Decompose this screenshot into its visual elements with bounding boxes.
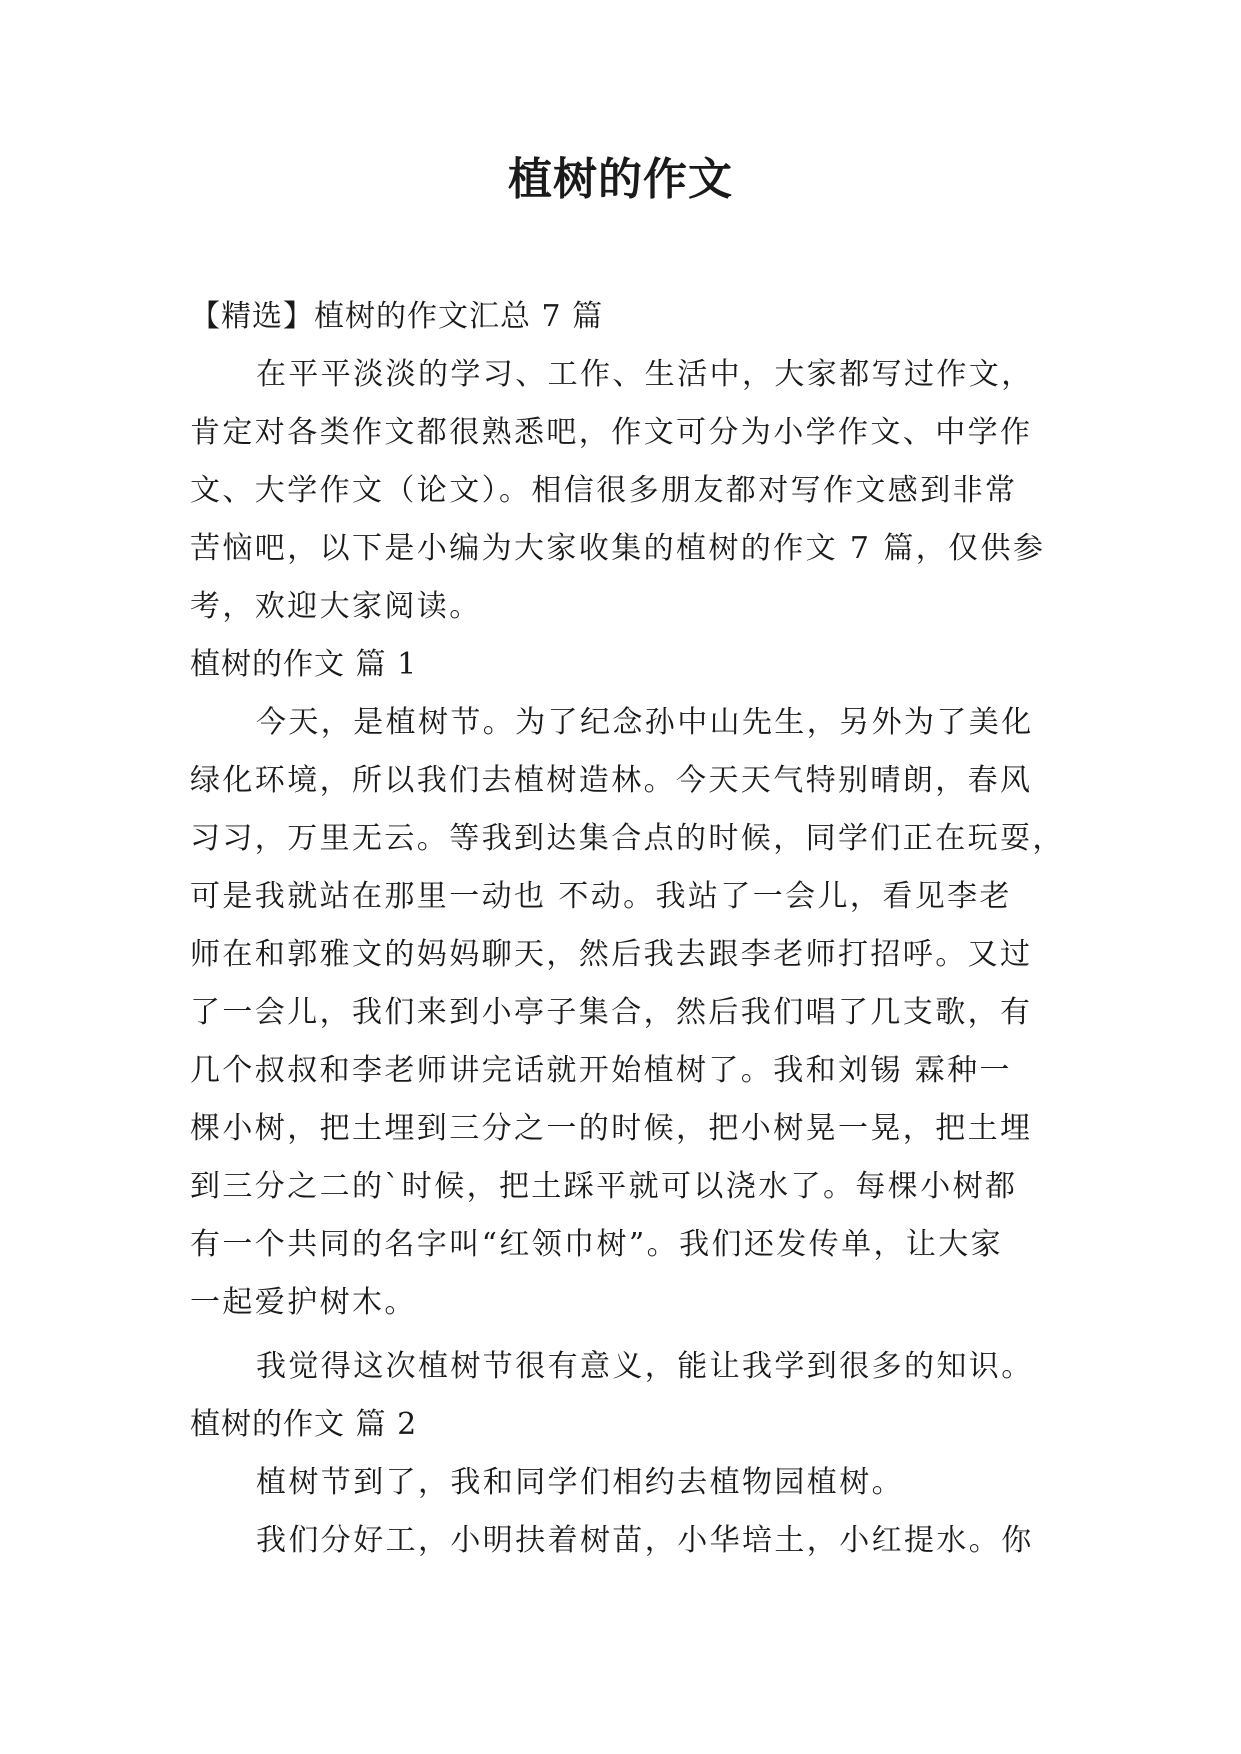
paragraph-line: 植树节到了，我和同学们相约去植物园植树。 (256, 1465, 904, 1500)
intro-line: 考，欢迎大家阅读。 (190, 589, 482, 624)
intro-line: 文、大学作文（论文）。相信很多朋友都对写作文感到非常 (190, 473, 1018, 508)
document-title: 植树的作文 (508, 154, 733, 205)
section-heading: 植树的作文 篇 1 (190, 647, 418, 682)
intro-line: 苦恼吧，以下是小编为大家收集的植树的作文 7 篇，仅供参 (190, 531, 1046, 566)
document-body (190, 288, 1070, 1570)
paragraph-line: 我觉得这次植树节很有意义，能让我学到很多的知识。 (256, 1349, 1034, 1384)
intro-line: 肯定对各类作文都很熟悉吧，作文可分为小学作文、中学作 (190, 415, 1033, 450)
paragraph-line: 今天，是植树节。为了纪念孙中山先生，另外为了美化 (256, 705, 1034, 740)
paragraph-line: 到三分之二的`时候，把土踩平就可以浇水了。每棵小树都 (190, 1169, 1018, 1204)
paragraph-line: 有一个共同的名字叫“红领巾树”。我们还发传单，让大家 (190, 1227, 1004, 1262)
document-subtitle: 【精选】植树的作文汇总 7 篇 (190, 299, 604, 334)
paragraph-line: 师在和郭雅文的妈妈聊天，然后我去跟李老师打招呼。又过 (190, 937, 1033, 972)
paragraph-line: 棵小树，把土埋到三分之一的时候，把小树晃一晃，把土埋 (190, 1111, 1033, 1146)
intro-line: 在平平淡淡的学习、工作、生活中，大家都写过作文， (256, 357, 1034, 392)
paragraph-line: 习习，万里无云。等我到达集合点的时候，同学们正在玩耍， (190, 821, 1065, 856)
paragraph-line: 了一会儿，我们来到小亭子集合，然后我们唱了几支歌，有 (190, 995, 1033, 1030)
paragraph-line: 一起爱护树木。 (190, 1285, 417, 1320)
paragraph-line: 可是我就站在那里一动也 不动。我站了一会儿，看见李老 (190, 879, 1012, 914)
section-heading: 植树的作文 篇 2 (190, 1407, 418, 1442)
paragraph-line: 几个叔叔和李老师讲完话就开始植树了。我和刘锡 霖种一 (190, 1053, 1012, 1088)
paragraph-line: 我们分好工，小明扶着树苗，小华培土，小红提水。你 (256, 1523, 1034, 1558)
paragraph-line: 绿化环境，所以我们去植树造林。今天天气特别晴朗，春风 (190, 763, 1033, 798)
